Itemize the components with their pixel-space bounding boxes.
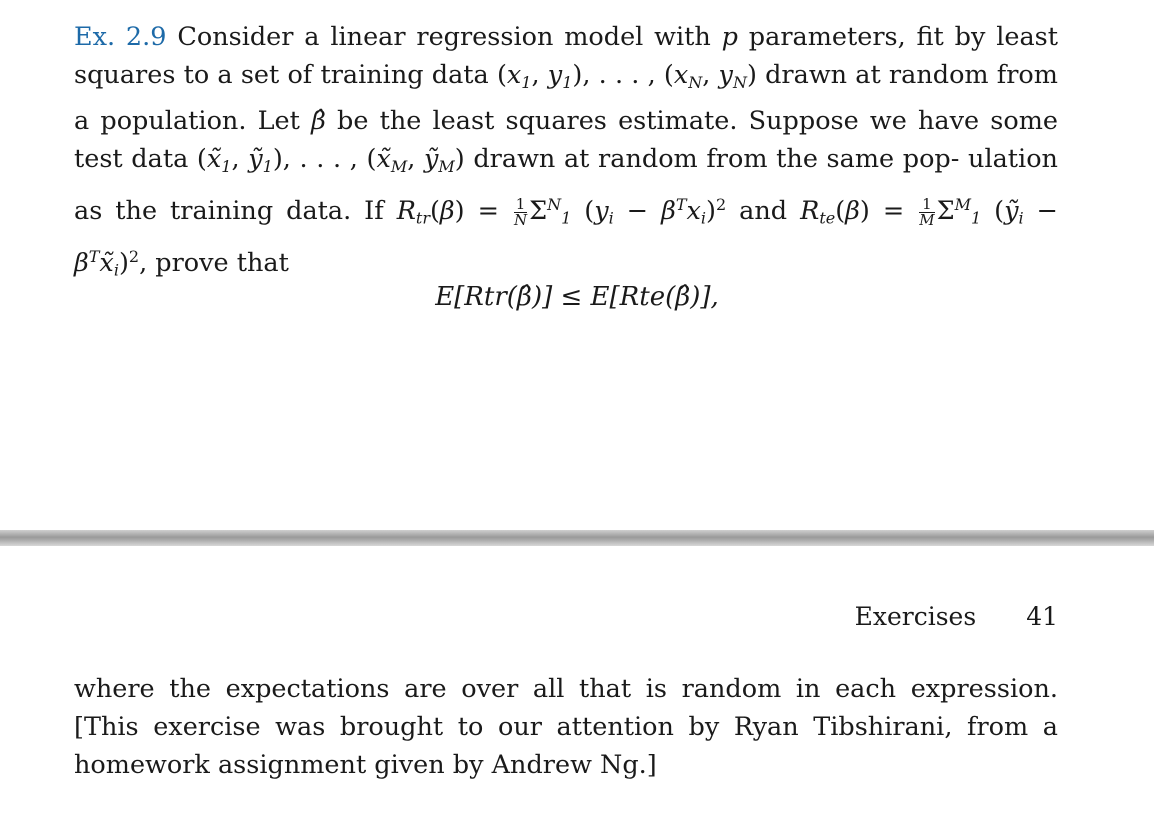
header-title: Exercises [854,602,977,631]
page-separator [0,530,1154,546]
running-header [855,602,1058,631]
continuation-paragraph: where the expectations are over all that is random in each expression. [This exercise was brought to our attention by Ryan Tibshirani, from a homework assignment given by Andrew Ng.] [74,674,1058,781]
page-bottom [0,546,1154,840]
page-number: 41 [1026,602,1058,631]
display-equation: E[Rtr(β̂)] ≤ E[Rte(β̂)], [435,282,719,312]
exercise-number: Ex. 2.9 [74,22,167,52]
exercise-paragraph: Ex. 2.9 Consider a linear regression model with p parameters, fit by least squares to a set of training data (x1, y1), . . . , (xN, yN) drawn at random from a population. Let β̂ be the least squares estimate. Suppose we have some test data (x̃1, ỹ1), . . . , (x̃M, ỹM) drawn at random from the same pop- ulation as the training data. If Rtr(β) = $\frac{1}{N}$ $\Sigma^N1$ $(yi - \beta^Txi)^2$ and Rte(β) = $\frac{1}{M}$ $\Sigma^M1$ (ỹi − $\beta^Tx̃i)^2$, prove that [74,22,1058,280]
